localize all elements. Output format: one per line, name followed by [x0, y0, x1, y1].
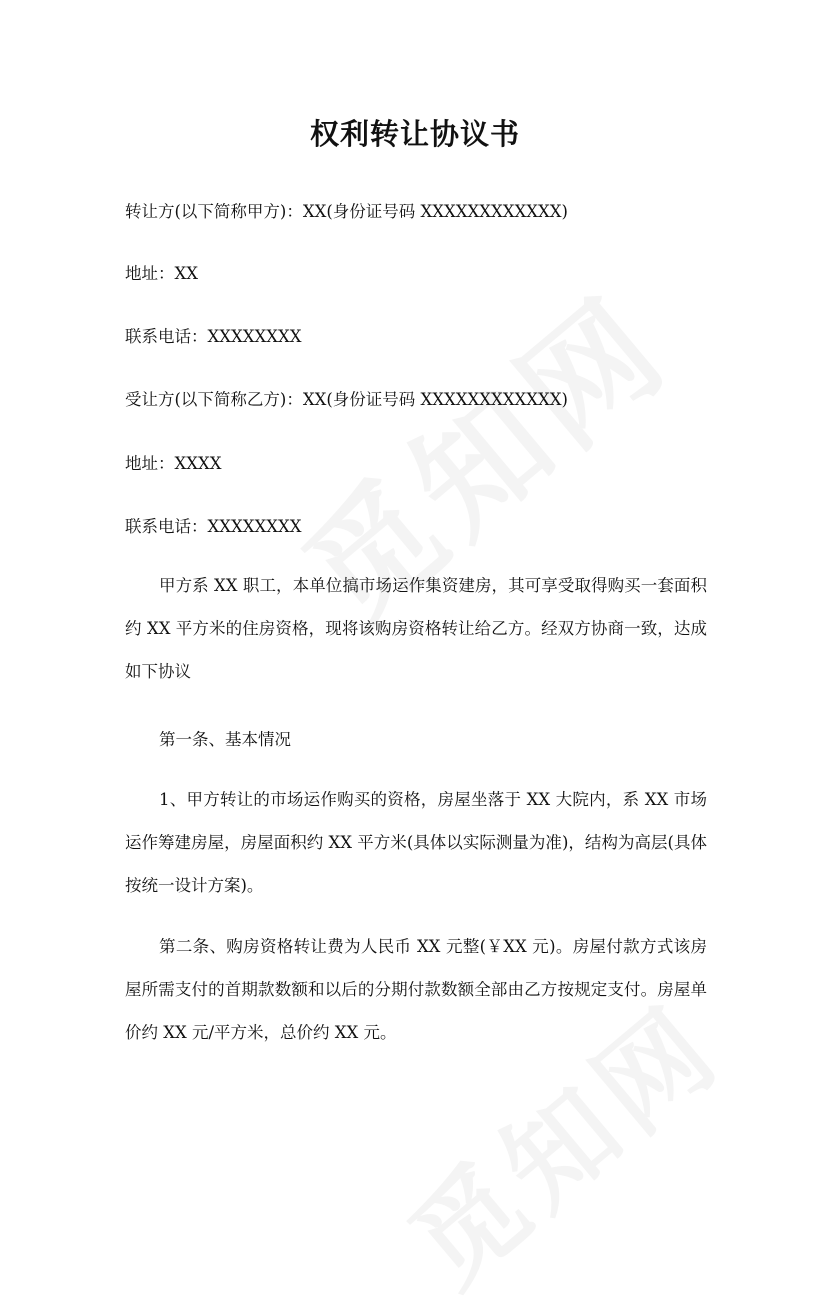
transferee-address: 地址：XXXX: [125, 454, 222, 473]
article1-heading: 第一条、基本情况: [159, 730, 291, 749]
transferee-line: 受让方(以下简称乙方)：XX(身份证号码 XXXXXXXXXXXX): [125, 390, 568, 409]
transferor-phone: 联系电话：XXXXXXXX: [125, 327, 302, 346]
article1-item1-paragraph: 1、甲方转让的市场运作购买的资格，房屋坐落于 XX 大院内，系 XX 市场运作筹建房屋，房屋面积约 XX 平方米(具体以实际测量为准)，结构为高层(具体按统一设计方案)。: [125, 790, 707, 895]
document-title: 权利转让协议书: [309, 117, 520, 151]
transferor-address: 地址：XX: [125, 264, 198, 283]
transferor-line: 转让方(以下简称甲方)：XX(身份证号码 XXXXXXXXXXXX): [125, 202, 568, 221]
intro-paragraph: 甲方系 XX 职工，本单位搞市场运作集资建房，其可享受取得购买一套面积约 XX 平方米的住房资格，现将该购房资格转让给乙方。经双方协商一致，达成如下协议: [125, 576, 707, 681]
article2-paragraph: 第二条、购房资格转让费为人民币 XX 元整(￥XX 元)。房屋付款方式该房屋所需支付的首期款数额和以后的分期付款数额全部由乙方按规定支付。房屋单价约 XX 元/平方米，总价约 XX 元。: [125, 937, 707, 1042]
transferee-phone: 联系电话：XXXXXXXX: [125, 517, 302, 536]
